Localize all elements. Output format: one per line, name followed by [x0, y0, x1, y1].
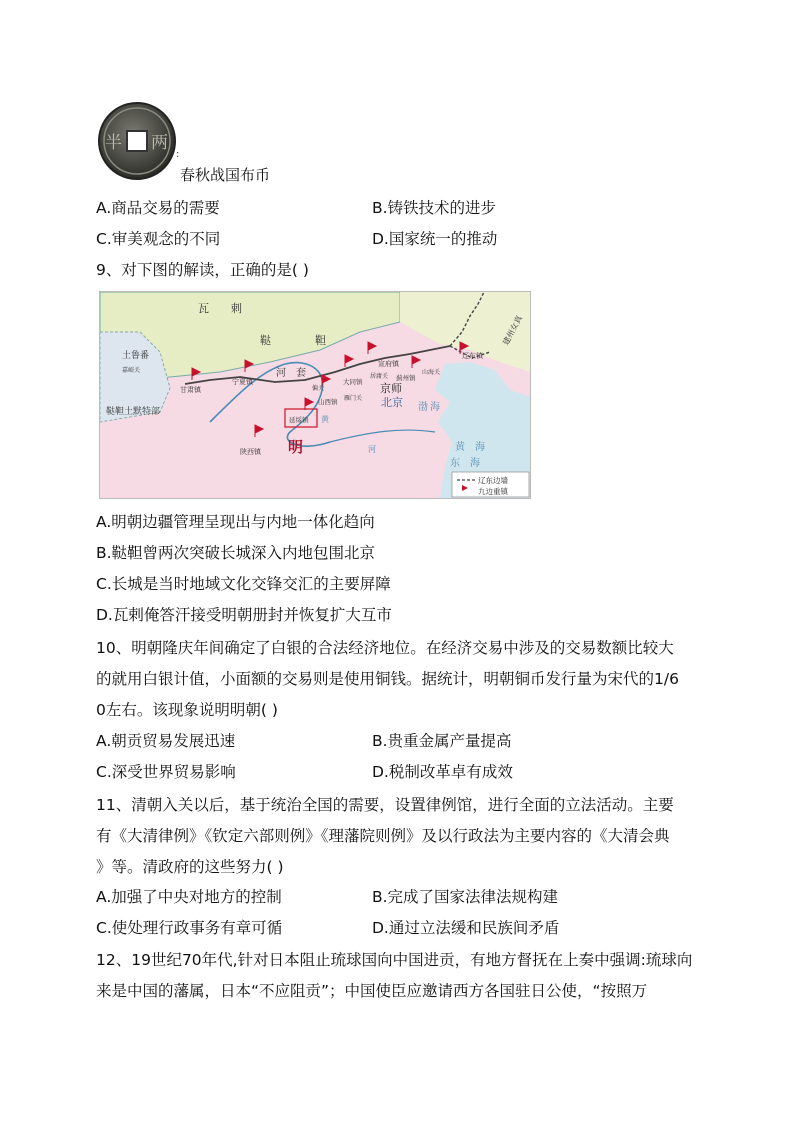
q10-option-b[interactable]: B.贵重金属产量提高 — [372, 732, 512, 750]
map-label-ming: 明 — [288, 438, 304, 456]
map-label-bo: 渤 — [418, 402, 428, 413]
map-label-pianguan: 偏关 — [312, 385, 325, 392]
ming-frontier-map — [99, 291, 531, 499]
map-label-liaodong: 辽东镇 — [462, 352, 483, 360]
q11-stem-line-3: 》等。清政府的这些努力( ) — [96, 858, 284, 876]
q8-option-a[interactable]: A.商品交易的需要 — [96, 199, 220, 217]
q12-stem-line-1: 12、19世纪70年代,针对日本阻止琉球国向中国进贡，有地方督抚在上奏中强调:琉球向 — [96, 951, 693, 969]
q11-option-b[interactable]: B.完成了国家法律法规构建 — [372, 888, 559, 906]
q8-option-b[interactable]: B.铸铁技术的进步 — [372, 199, 497, 217]
q10-stem-line-1: 10、明朝隆庆年间确定了白银的合法经济地位。在经济交易中涉及的交易数额比较大 — [96, 639, 674, 657]
map-label-shanhai: 山海关 — [422, 369, 441, 376]
map-label-beijing: 北京 — [381, 396, 403, 409]
caption-marker: : — [176, 149, 180, 160]
map-label-hetao: 河 套 — [276, 368, 306, 379]
map-label-huang: 黄 — [321, 415, 329, 424]
q11-stem-line-2: 有《大清律例》《钦定六部则例》《理藩院则例》及以行政法为主要内容的《大清会典 — [96, 827, 670, 845]
coin-caption: 春秋战国布币 — [180, 166, 271, 184]
map-label-datong: 大同镇 — [343, 378, 363, 386]
map-label-dong-hai: 东 海 — [450, 458, 480, 469]
map-label-hai: 海 — [430, 402, 440, 413]
map-label-jiayuguan: 嘉峪关 — [122, 367, 141, 374]
map-label-dada: 鞑 靼 — [260, 334, 326, 347]
map-label-he: 河 — [368, 445, 376, 454]
map-label-jianzhou: 建州女真 — [501, 314, 525, 347]
coin-glyph-right: 两 — [151, 133, 168, 153]
q8-option-d[interactable]: D.国家统一的推动 — [372, 230, 498, 248]
map-legend-wall: 辽东边墙 — [478, 476, 508, 485]
q8-option-c[interactable]: C.审美观念的不同 — [96, 230, 221, 248]
q9-option-d[interactable]: D.瓦剌俺答汗接受明朝册封并恢复扩大互市 — [96, 606, 392, 624]
q10-stem-line-2: 的就用白银计值，小面额的交易则是使用铜钱。据统计，明朝铜币发行量为宋代的1/6 — [96, 670, 679, 688]
q11-option-d[interactable]: D.通过立法缓和民族间矛盾 — [372, 919, 560, 937]
map-label-jingshi: 京师 — [380, 382, 402, 395]
q11-stem-line-1: 11、清朝入关以后，基于统治全国的需要，设置律例馆，进行全面的立法活动。主要 — [96, 796, 674, 814]
q10-stem-line-3: 0左右。该现象说明明朝( ) — [96, 701, 278, 719]
map-label-shaanxi: 陕西镇 — [240, 448, 261, 456]
map-legend-town: 九边重镇 — [478, 487, 508, 496]
map-label-ningxia: 宁夏镇 — [232, 378, 253, 386]
q10-option-a[interactable]: A.朝贡贸易发展迅速 — [96, 732, 236, 750]
map-label-yanmen: 雁门关 — [344, 395, 363, 402]
map-label-jizhou: 蓟州镇 — [396, 374, 416, 382]
coin-glyph-left: 半 — [105, 133, 122, 153]
map-label-huang-hai: 黄 海 — [455, 442, 485, 453]
q10-option-d[interactable]: D.税制改革卓有成效 — [372, 763, 513, 781]
q9-option-a[interactable]: A.明朝边疆管理呈现出与内地一体化趋向 — [96, 513, 375, 531]
coin-image — [96, 100, 178, 182]
q9-stem: 9、对下图的解读，正确的是( ) — [96, 261, 309, 279]
map-label-juyong: 居庸关 — [370, 373, 389, 380]
q9-option-b[interactable]: B.鞑靼曾两次突破长城深入内地包围北京 — [96, 544, 376, 562]
map-label-shanxi: 山西镇 — [318, 398, 338, 406]
q11-option-c[interactable]: C.使处理行政事务有章可循 — [96, 919, 283, 937]
map-label-tumote: 鞑靼土默特部 — [106, 407, 161, 417]
map-label-tulufan: 土鲁番 — [122, 351, 150, 361]
map-label-gansu: 甘肃镇 — [180, 386, 201, 394]
q9-option-c[interactable]: C.长城是当时地域文化交锋交汇的主要屏障 — [96, 575, 391, 593]
q11-option-a[interactable]: A.加强了中央对地方的控制 — [96, 888, 282, 906]
map-label-xuanfu: 宣府镇 — [378, 360, 399, 368]
q12-stem-line-2: 来是中国的藩属，日本“不应阻贡”；中国使臣应邀请西方各国驻日公使，“按照万 — [96, 982, 648, 1000]
q10-option-c[interactable]: C.深受世界贸易影响 — [96, 763, 236, 781]
map-label-wala: 瓦 剌 — [198, 302, 242, 315]
map-label-yansui: 延绥镇 — [289, 416, 309, 424]
